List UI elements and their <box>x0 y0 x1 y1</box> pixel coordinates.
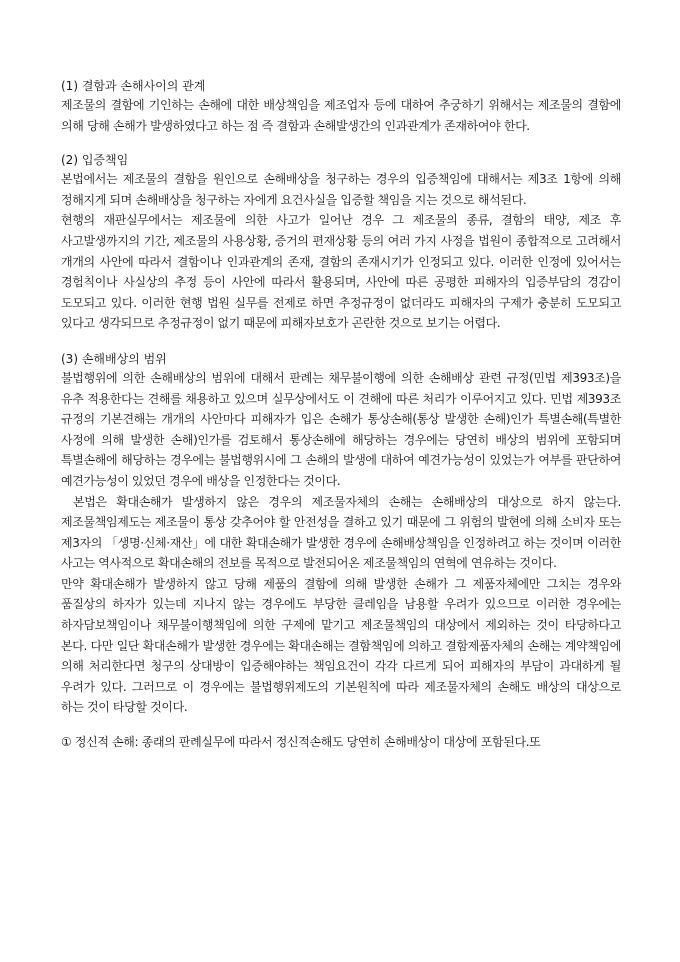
section-1 <box>61 77 621 136</box>
section-heading: (3) 손해배상의 범위 <box>61 351 167 366</box>
section-3 <box>61 350 621 718</box>
section-heading: (1) 결함과 손해사이의 관계 <box>61 79 206 93</box>
paragraph: 현행의 재판실무에서는 제조물에 의한 사고가 일어난 경우 그 제조물의 종류, 결함의 태양, 제조 후 사고발생까지의 기간, 제조물의 사용상황, 증거의 편재상황 등의 여러 가지 사정을 법원이 종합적으로 고려해서 개개의 사안에 따라서 결함이나 인과관계의 존재, 결함의 존재시기가 인정되고 있다. 이러한 인정에 있어서는 경험칙이나 사실상의 추정 등이 사안에 따라서 활용되며, 사안에 따른 공평한 피해자의 입증부담의 경감이 도모되고 있다. 이러한 현행 법원 실무를 전제로 하면 추정규정이 없더라도 피해자의 구제가 충분히 도모되고 있다고 생각되므로 추정규정이 없기 때문에 피해자보호가 곤란한 것으로 보기는 어렵다. <box>61 213 621 331</box>
numbered-item: ① 정신적 손해: 종래의 판례실무에 따라서 정신적손해도 당연히 손해배상이 대상에 포함된다.또 <box>61 735 541 750</box>
section-2 <box>61 151 621 334</box>
paragraph: 불법행위에 의한 손해배상의 범위에 대해서 판례는 채무불이행에 의한 손해배상 관련 규정(민법 제393조)을 유추 적용한다는 견해를 채용하고 있으며 실무상에서도 이 견해에 따른 처리가 이루어지고 있다. 민법 제393조 규정의 기본견해는 개개의 사안마다 피해자가 입은 손해가 통상손해(통상 발생한 손해)인가 특별손해(특별한 사정에 의해 발생한 손해)인가를 검토해서 통상손해에 해당하는 경우에는 당연히 배상의 범위에 포함되며 특별손해에 해당하는 경우에는 불법행위시에 그 손해의 발생에 대하여 예견가능성이 있었는가 여부를 판단하여 예견가능성이 있었던 경우에 배상을 인정한다는 것이다. <box>61 370 621 488</box>
paragraph: 본법은 확대손해가 발생하지 않은 경우의 제조물자체의 손해는 손해배상의 대상으로 하지 않는다. 제조물책임제도는 제조물이 통상 갖추어야 할 안전성을 결하고 있기 때문에 그 위험의 발현에 의해 소비자 또는 제3자의 「생명·신체·재산」에 대한 확대손해가 발생한 경우에 손해배상책임을 인정하려고 하는 것이며 이러한 사고는 역사적으로 확대손해의 전보를 목적으로 발전되어온 제조물책임의 연혁에 연유하는 것이다. <box>61 494 621 571</box>
paragraph: 만약 확대손해가 발생하지 않고 당해 제품의 결함에 의해 발생한 손해가 그 제품자체에만 그치는 경우와 품질상의 하자가 있는데 지나지 않는 경우에도 부당한 클레임을 남용할 우려가 있으므로 이러한 경우에는 하자담보책임이나 채무불이행책임에 의한 구제에 맡기고 제조물책임의 대상에서 제외하는 것이 타당하다고 본다. 다만 일단 확대손해가 발생한 경우에는 확대손해는 결함책임에 의하고 결함제품자체의 손해는 계약책임에 의해 처리한다면 청구의 상대방이 입증해야하는 책임요건이 각각 다르게 되어 피해자의 부담이 과대하게 될 우려가 있다. 그러므로 이 경우에는 불법행위제도의 기본원칙에 따라 제조물자체의 손해도 배상의 대상으로 하는 것이 타당할 것이다. <box>61 576 621 715</box>
paragraph: 본법에서는 제조물의 결함을 원인으로 손해배상을 청구하는 경우의 입증책임에 대해서는 제3조 1항에 의해 정해지게 되며 손해배상을 청구하는 자에게 요건사실을 입증할 책임을 지는 것으로 해석된다. <box>61 172 621 207</box>
section-heading: (2) 입증책임 <box>61 153 129 168</box>
paragraph: 제조물의 결함에 기인하는 손해에 대한 배상책임을 제조업자 등에 대하여 추궁하기 위해서는 제조물의 결함에 의해 당해 손해가 발생하였다고 하는 점 즉 결함과 손해발생간의 인과관계가 존재하여야 한다. <box>61 98 621 133</box>
document-body <box>61 77 621 753</box>
